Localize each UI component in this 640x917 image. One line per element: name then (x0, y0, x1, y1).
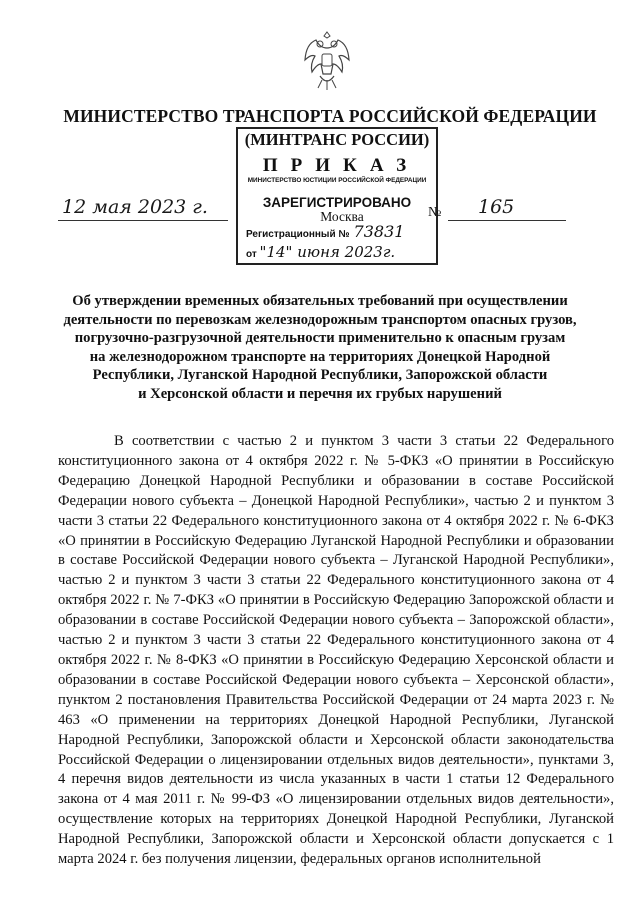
document-body-paragraph: В соответствии с частью 2 и пунктом 3 части 3 статьи 22 Федерального конституционного закона от 4 октября 2022 г. № 5-ФКЗ «О принятии в Российскую Федерацию Донецкой Народной Республики и образовании в составе Российской Федерации нового субъекта – Донецкой Народной Республики», частью 2 и пунктом 3 части 3 статьи 22 Федерального конституционного закона от 4 октября 2022 г. № 6-ФКЗ «О принятии в Российскую Федерацию Луганской Народной Республики и образовании в составе Российской Федерации нового субъекта – Луганской Народной Республики», частью 2 и пунктом 3 части 3 статьи 22 Федерального конституционного закона от 4 октября 2022 г. № 7-ФКЗ «О принятии в Российскую Федерацию Запорожской области и образовании в составе Российской Федерации нового субъекта – Запорожской области», частью 2 и пунктом 3 части 3 статьи 22 Федерального конституционного закона от 4 октября 2022 г. № 8-ФКЗ «О принятии в Российскую Федерацию Херсонской области и образовании в составе Российской Федерации нового субъекта – Херсонской области», пунктом 2 постановления Правительства Российской Федерации от 24 марта 2023 г. № 463 «О применении на территориях Донецкой Народной Республики, Луганской Народной Республики, Запорожской области и Херсонской области законодательства Российской Федерации о лицензировании отдельных видов деятельности», пунктами 3, 4 перечня видов деятельности из числа указанных в части 1 статьи 12 Федерального закона от 4 мая 2011 г. № 99-ФЗ «О лицензировании отдельных видов деятельности», осуществление которых на территориях Донецкой Народной Республики, Луганской Народной Республики, Запорожской области и Херсонской области допускается с 1 марта 2024 г. без получения лицензии, федеральных органов исполнительной (58, 433, 614, 868)
order-heading: ПРИКАЗ (262, 155, 420, 176)
stamp-reg-label: Регистрационный № (246, 229, 350, 240)
stamp-registered: ЗАРЕГИСТРИРОВАНО (262, 195, 412, 210)
registration-stamp (236, 127, 438, 265)
date-underline (58, 220, 228, 221)
order-number-label: № (428, 205, 442, 220)
stamp-reg-date: "14" июня 2023г. (259, 243, 396, 261)
stamp-from-label: от (246, 249, 257, 260)
coat-of-arms-emblem (302, 30, 352, 92)
document-title: Об утверждении временных обязательных требований при осуществлении деятельности по перевозкам железнодорожным транспортом опасных грузов, погрузочно-разгрузочной деятельности применительно к опасным грузам на железнодорожном транспорте на территориях Донецкой Народной Республики, Луганской Народной Республики, Запорожской области и Херсонской области и перечня их грубых нарушений (63, 293, 577, 402)
stamp-reg-number-line (246, 222, 404, 241)
ministry-name: МИНИСТЕРСТВО ТРАНСПОРТА РОССИЙСКОЙ ФЕДЕРАЦИИ (63, 106, 597, 126)
order-date: 12 мая 2023 г. (62, 196, 208, 218)
stamp-reg-date-line (246, 243, 395, 261)
stamp-reg-number: 73831 (353, 222, 405, 241)
stamp-city: Москва (320, 209, 364, 224)
number-underline (448, 220, 566, 221)
order-number: 165 (478, 196, 515, 218)
stamp-ministry-abbrev: (МИНТРАНС РОССИИ) (244, 130, 430, 149)
stamp-minjust: МИНИСТЕРСТВО ЮСТИЦИИ РОССИЙСКОЙ ФЕДЕРАЦИИ (247, 177, 427, 184)
